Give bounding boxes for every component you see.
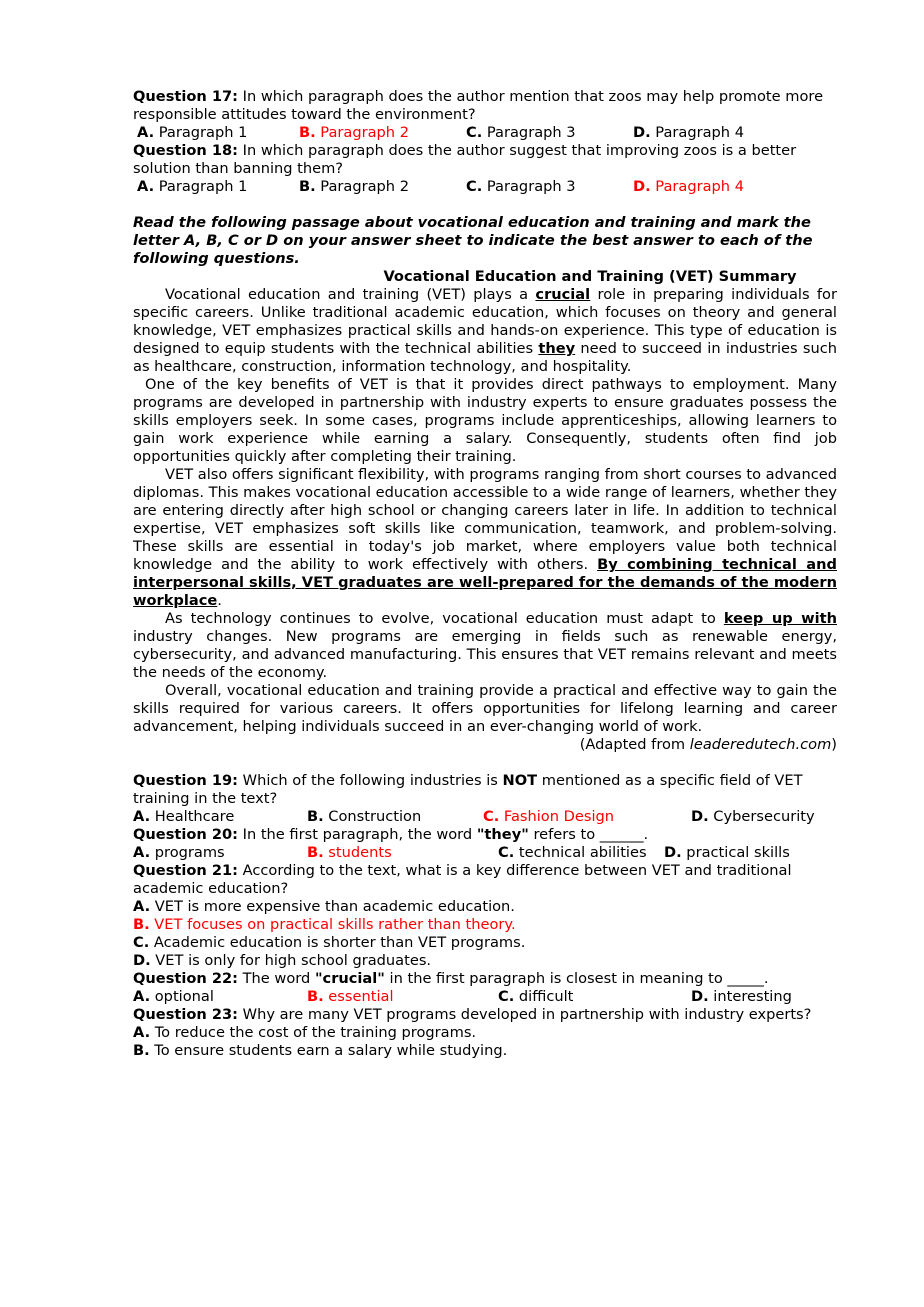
reading-instruction: Read the following passage about vocational education and training and mark the letter A, B, C or D on your answer sheet to indicate the best answer to each of the following questions. [133,214,813,267]
document-page [133,88,837,1060]
question-23: Question 23: Why are many VET programs developed in partnership with industry experts? [133,1006,812,1023]
option-a[interactable]: A. Healthcare [133,808,235,825]
source-site: leaderedutech.com [689,736,832,753]
option-c[interactable]: C. technical abilities [498,844,647,861]
option-c[interactable]: C. Academic education is shorter than VET programs. [133,934,526,951]
option-c-answer[interactable]: C. Fashion Design [483,808,615,825]
option-b-answer[interactable]: B. essential [307,988,394,1005]
question-17 [133,88,837,124]
question-20-options [133,844,837,862]
question-text: In which paragraph does the author mention that zoos may help promote more responsible attitudes toward the environment? [133,88,824,123]
question-19-options [133,808,837,826]
passage-paragraph-5: Overall, vocational education and training provide a practical and effective way to gain the skills required for various careers. It offers opportunities for lifelong learning and career advancement, helping individuals succeed in an ever-changing world of work. [133,682,837,735]
option-d-answer[interactable]: D. Paragraph 4 [633,178,744,195]
option-d[interactable]: D. Cybersecurity [691,808,815,825]
option-c[interactable]: C. difficult [498,988,574,1005]
option-d[interactable]: D. Paragraph 4 [633,124,744,141]
question-18 [133,142,837,178]
option-a[interactable]: A. optional [133,988,214,1005]
spacer [133,754,837,772]
option-c[interactable]: C. Paragraph 3 [466,178,576,195]
highlight-they: they [538,340,576,357]
passage-paragraph-2: One of the key benefits of VET is that it provides direct pathways to employment. Many programs are developed in partnership with industry experts to ensure graduates possess the skills employers seek. In some cases, programs include apprenticeships, allowing learners to gain work experience while earning a salary. Consequently, students often find job opportunities quickly after completing their training. [133,376,837,465]
question-19: Question 19: Which of the following industries is NOT mentioned as a specific field of VET training in the text? [133,772,803,807]
question-17-options [133,124,837,142]
question-22-options [133,988,837,1006]
option-a[interactable]: A. VET is more expensive than academic education. [133,898,515,915]
option-b[interactable]: B. Construction [307,808,422,825]
option-d[interactable]: D. practical skills [664,844,790,861]
question-text: In which paragraph does the author suggest that improving zoos is a better solution than banning them? [133,142,797,177]
option-d[interactable]: D. VET is only for high school graduates. [133,952,432,969]
question-label: Question 17: [133,88,238,105]
option-b-answer[interactable]: B. students [307,844,392,861]
option-b[interactable]: B. Paragraph 2 [299,178,409,195]
passage-source: (Adapted from leaderedutech.com) [579,736,837,753]
option-b-answer[interactable]: B. Paragraph 2 [299,124,409,141]
question-20: Question 20: In the first paragraph, the word "they" refers to ______. [133,826,649,843]
option-b-answer[interactable]: B. VET focuses on practical skills rather than theory. [133,916,516,933]
option-a[interactable]: A. Paragraph 1 [137,178,248,195]
passage-paragraph-3: VET also offers significant flexibility, with programs ranging from short courses to advanced diplomas. This makes vocational education accessible to a wide range of learners, whether they are entering directly after high school or changing careers later in life. In addition to technical expertise, VET emphasizes soft skills like communication, teamwork, and problem-solving. These skills are essential in today's job market, where employers value both technical knowledge and the ability to work effectively with others. By combining technical and interpersonal skills, VET graduates are well-prepared for the demands of the modern workplace. [133,466,837,609]
option-b[interactable]: B. To ensure students earn a salary while studying. [133,1042,508,1059]
option-a[interactable]: A. Paragraph 1 [137,124,248,141]
passage-paragraph-4: As technology continues to evolve, vocational education must adapt to keep up with industry changes. New programs are emerging in fields such as renewable energy, cybersecurity, and advanced manufacturing. This ensures that VET remains relevant and meets the needs of the economy. [133,610,837,681]
option-c[interactable]: C. Paragraph 3 [466,124,576,141]
option-a[interactable]: A. programs [133,844,225,861]
highlight-keep-up-with: keep up with [723,610,837,627]
passage-paragraph-1: Vocational education and training (VET) plays a crucial role in preparing individuals for specific careers. Unlike traditional academic education, which focuses on theory and general knowledge, VET emphasizes practical skills and hands-on experience. This type of education is designed to equip students with the technical abilities they need to succeed in industries such as healthcare, construction, information technology, and hospitality. [133,286,837,375]
option-a[interactable]: A. To reduce the cost of the training programs. [133,1024,477,1041]
question-label: Question 18: [133,142,238,159]
passage-title: Vocational Education and Training (VET) Summary [383,268,797,285]
question-22: Question 22: The word "crucial" in the first paragraph is closest in meaning to _____. [133,970,769,987]
question-21: Question 21: According to the text, what is a key difference between VET and traditional academic education? [133,862,792,897]
highlight-crucial: crucial [535,286,591,303]
option-d[interactable]: D. interesting [691,988,792,1005]
not-emphasis: NOT [502,772,538,789]
question-18-options [133,178,837,196]
highlight-sentence: By combining technical and interpersonal skills, VET graduates are well-prepared for the demands of the modern workplace [133,556,837,609]
